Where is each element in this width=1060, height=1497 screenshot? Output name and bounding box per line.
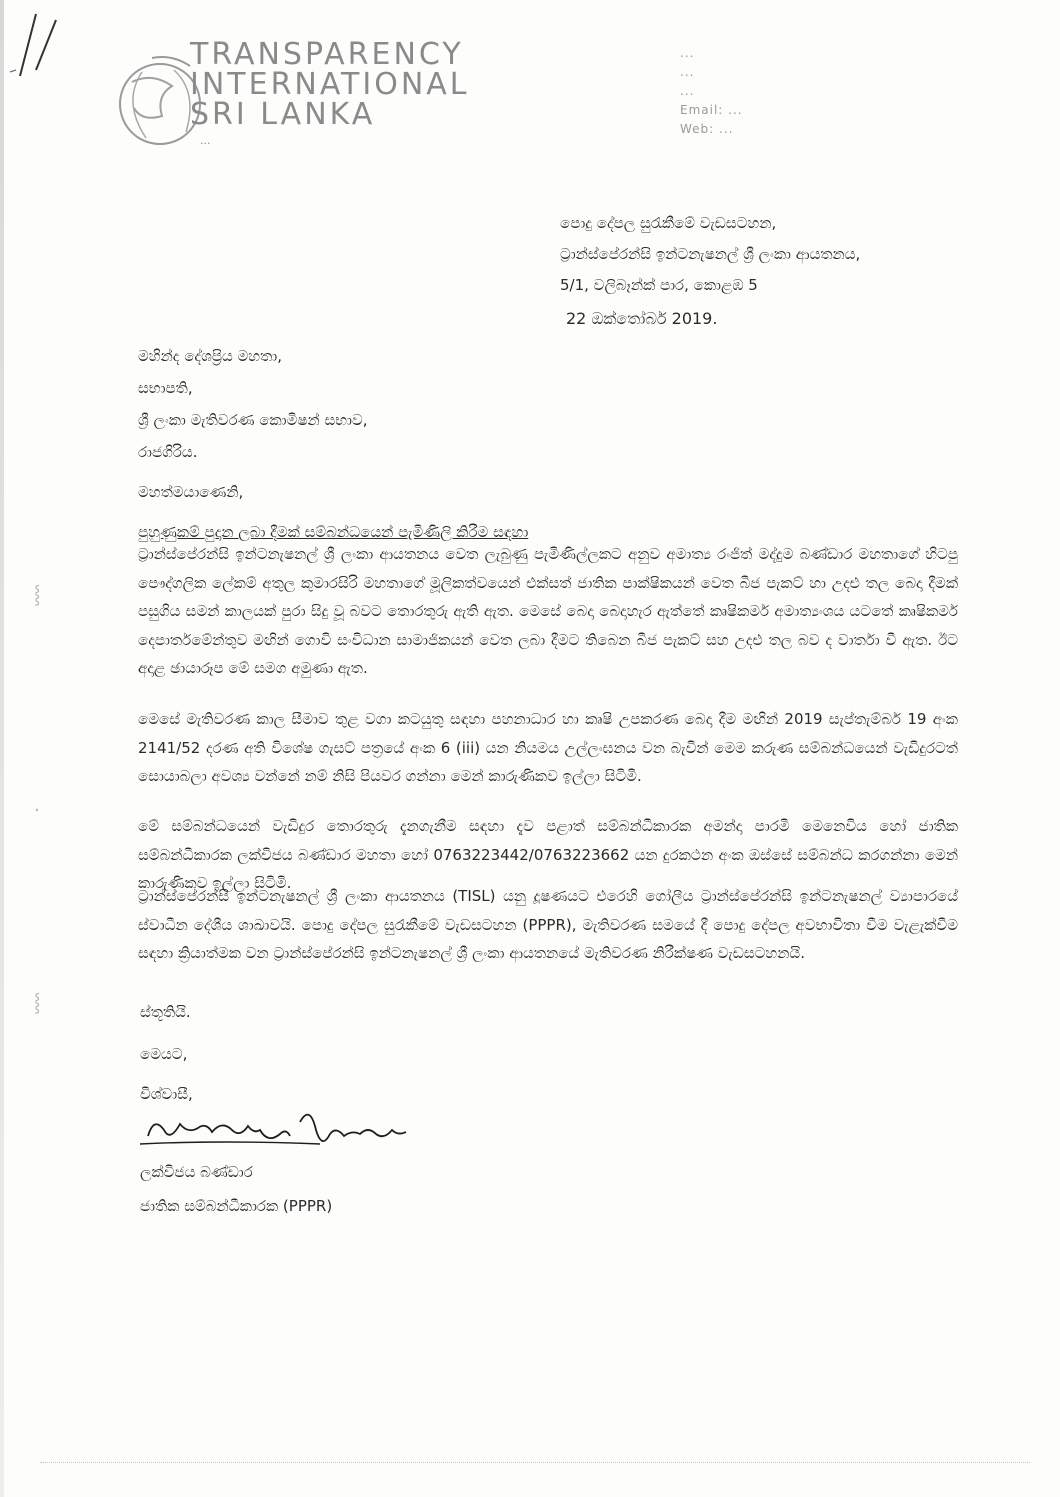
subject-line: පුහුණුකම් පුදාන ලබා දීමක් සම්බන්ධයෙන් පැමිණිලි කිරීම සඳහා xyxy=(138,523,529,541)
closing-line: මෙයට, xyxy=(140,1045,188,1063)
contact-web: Web: ... xyxy=(680,122,734,136)
sender-line: ට්‍රාන්ස්පේරන්සි ඉන්ටනැෂනල් ශ්‍රී ලංකා ආයතනය, xyxy=(560,245,861,263)
recipient-line: රාජගිරිය. xyxy=(138,443,198,461)
sincerely-line: විශ්වාසී, xyxy=(140,1085,193,1103)
scan-noise-line xyxy=(40,1462,1030,1467)
recipient-address xyxy=(138,340,368,468)
margin-speck: ⸾ xyxy=(34,584,41,605)
thanks-line: ස්තූතියි. xyxy=(140,1003,191,1021)
corner-pen-marks xyxy=(6,12,64,78)
organization-wordmark xyxy=(190,37,490,132)
recipient-line: මහින්ද දේශප්‍රිය මහතා, xyxy=(138,347,282,365)
contact-line: ... xyxy=(680,84,695,98)
sender-address xyxy=(560,208,860,301)
recipient-line: ශ්‍රී ලංකා මැතිවරණ කොමිෂන් සභාව, xyxy=(138,411,368,429)
salutation: මහත්මයාණෙනි, xyxy=(138,483,244,501)
wordmark-line-1: TRANSPARENCY xyxy=(190,37,464,72)
contact-email: Email: ... xyxy=(680,103,743,117)
body-paragraph-4: ට්‍රාන්ස්පේරන්සි ඉන්ටනැෂනල් ශ්‍රී ලංකා ආයතනය (TISL) යනු දූෂණයට එරෙහි ගෝලීය ට්‍රාන්ස්පේරන්සි ඉන්ටනැෂනල් ව්‍යාපාරයේ ස්වාධීන දේශීය ශාඛාවයි. පොදු දේපල සුරැකීමේ වැඩසටහන (PPPR), මැතිවරණ සමයේ දී පොදු දේපල අවභාවිතා වීම වැළැක්වීම සඳහා ක්‍රියාත්මක වන ට්‍රාන්ස්පේරන්සි ඉන්ටනැෂනල් ශ්‍රී ලංකා ආයතනයේ මැතිවරණ නිරීක්ෂණ වැඩසටහනයි. xyxy=(138,887,958,962)
wordmark-line-2: INTERNATIONAL xyxy=(190,67,470,102)
margin-speck: ⸾ xyxy=(34,992,41,1013)
body-paragraph-1: ට්‍රාන්ස්පේරන්සි ඉන්ටනැෂනල් ශ්‍රී ලංකා ආයතනය වෙත ලැබුණු පැමිණිල්ලකට අනුව අමාත්‍ය රංජිත් මද්දුම බණ්ඩාර මහතාගේ හිටපු පෞද්ගලික ලේකම් අතුල කුමාරසිරි මහතාගේ මූලිකත්වයෙන් එක්සත් ජාතික පාක්ෂිකයන් වෙත බීජ පැකට් හා උදළු තල බෙදා දීමක් පසුගිය සමන් කාලයක් පුරා සිදු වූ බවට තොරතුරු ඇති ඇත. මෙසේ බෙදා බෙදාහැර ඇත්තේ කෘෂිකර්ම අමාත්‍යංශය යටතේ කෘෂිකර්ම දෙපාර්තමේන්තුව මඟින් ගොවි සංවිධාන සාමාජිකයන් වෙත ලබා දීමට තිබෙන බීජ පැකට් සහ උදළු තල බව ද වාර්තා වී ඇත. ඊට අදාළ ඡායාරූප මේ සමග අමුණා ඇත. xyxy=(138,545,958,677)
sender-line: පොදු දේපල සුරැකීමේ වැඩසටහන, xyxy=(560,214,777,232)
margin-speck: · xyxy=(34,800,40,821)
body-paragraph-2: මෙසේ මැතිවරණ කාල සීමාව තුළ වගා කටයුතු සඳහා පහනාධාර හා කෘෂි උපකරණ බෙදා දීම මඟින් 2019 සැප්තැම්බර් 19 අංක 2141/52 දරණ අති විශේෂ ගැසට් පත්‍රයේ අංක 6 (iii) යන නියමය උල්ලංඝනය වන බැවින් මෙම කරුණ සම්බන්ධයෙන් වැඩිදුරටත් සොයාබලා අවශ්‍ය වන්නේ නම් නිසි පියවර ගන්නා මෙන් කාරුණිකව ඉල්ලා සිටිමි. xyxy=(138,710,958,785)
scan-edge xyxy=(0,0,4,1497)
handwritten-signature xyxy=(140,1100,470,1160)
letter-date: 22 ඔක්තෝබර් 2019. xyxy=(566,309,718,328)
recipient-line: සභාපති, xyxy=(138,379,193,397)
signer-name: ලක්විජය බණ්ඩාර xyxy=(140,1163,253,1181)
contact-line: ... xyxy=(680,65,695,79)
tagline: ... xyxy=(200,134,211,147)
contact-block xyxy=(680,44,1020,139)
sender-line: 5/1, වලිබෑන්ක් පාර, කොළඹ 5 xyxy=(560,276,758,294)
signer-title: ජාතික සම්බන්ධීකාරක (PPPR) xyxy=(140,1197,333,1215)
contact-line: ... xyxy=(680,46,695,60)
body-paragraph-3: මේ සම්බන්ධයෙන් වැඩිදුර තොරතුරු දැනගැනීම සඳහා දැව පළාත් සම්බන්ධීකාරක අමන්දා පාරමී මෙනෙවිය හෝ ජාතික සම්බන්ධීකාරක ලක්විජය බණ්ඩාර මහතා හෝ 0763223442/0763223662 යන දුරකථන අංක ඔස්සේ සම්බන්ධ කරගන්නා මෙන් කාරුණිකව ඉල්ලා සිටිමි. xyxy=(138,817,958,892)
wordmark-line-3: SRI LANKA xyxy=(190,97,376,132)
